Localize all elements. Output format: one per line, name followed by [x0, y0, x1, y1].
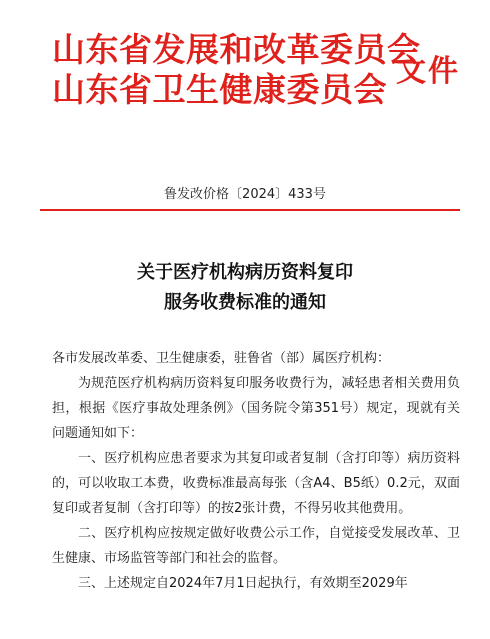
title-line-2: 服务收费标准的通知 — [164, 292, 326, 313]
intro-paragraph: 为规范医疗机构病历资料复印服务收费行为，减轻患者相关费用负担，根据《医疗事故处理条例》（国务院令第351号）规定，现就有关问题通知如下： — [52, 376, 460, 441]
document-title — [0, 258, 490, 318]
issuing-organizations — [52, 30, 421, 110]
item-3-paragraph: 三、上述规定自2024年7月1日起执行，有效期至2029年 — [78, 576, 408, 591]
item-1-paragraph: 一、医疗机构应患者要求为其复印或者复制（含打印等）病历资料的，可以收取工本费，收费标准最高每张（含A4、B5纸）0.2元，双面复印或者复制（含打印等）的按2张计费，不得另收其他费用。 — [52, 451, 460, 516]
document-body — [52, 346, 460, 596]
salutation: 各市发展改革委、卫生健康委，驻鲁省（部）属医疗机构： — [52, 351, 391, 366]
org-name-development-reform: 山东省发展和改革委员会 — [52, 30, 421, 69]
document-number: 鲁发改价格〔2024〕433号 — [164, 187, 326, 202]
red-divider-line — [40, 209, 460, 211]
title-line-1: 关于医疗机构病历资料复印 — [137, 262, 353, 283]
item-2-paragraph: 二、医疗机构应按规定做好收费公示工作，自觉接受发展改革、卫生健康、市场监管等部门和社会的监督。 — [52, 526, 460, 566]
org-name-health-commission: 山东省卫生健康委员会 — [52, 70, 387, 109]
document-type-label: 文件 — [396, 54, 460, 89]
